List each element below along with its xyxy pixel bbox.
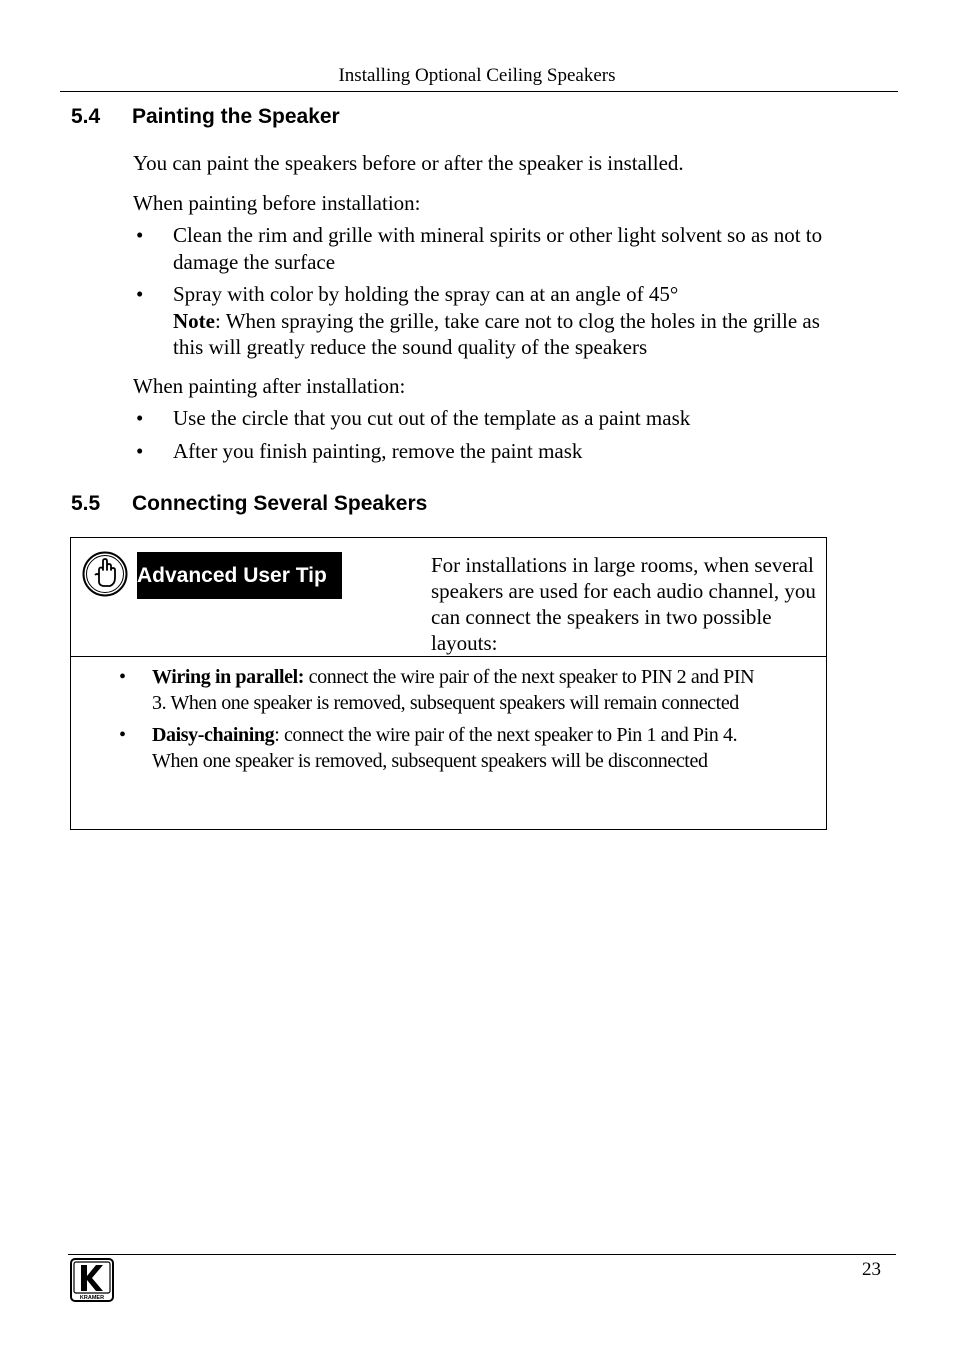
section-title: Painting the Speaker xyxy=(132,105,340,128)
list-item-text: After you finish painting, remove the paint mask xyxy=(173,438,583,463)
list-item xyxy=(119,664,759,716)
list-item-bold: Wiring in parallel: xyxy=(152,666,305,688)
advanced-user-tip-box xyxy=(70,537,827,830)
footer-rule xyxy=(68,1254,896,1255)
list-item-text: Use the circle that you cut out of the template as a paint mask xyxy=(173,406,691,430)
list-item xyxy=(133,405,833,432)
note-label: Note xyxy=(173,308,215,333)
paragraph-after-label: When painting after installation: xyxy=(133,374,406,398)
list-item-text: Clean the rim and grille with mineral spirits or other light solvent so as not to damage the surface xyxy=(173,223,823,274)
section-title: Connecting Several Speakers xyxy=(132,492,428,515)
paragraph-intro: You can paint the speakers before or after the speaker is installed. xyxy=(133,151,684,175)
section-heading-5-5 xyxy=(71,491,427,517)
paragraph-before-label: When painting before installation: xyxy=(133,191,421,215)
bullet-icon: • xyxy=(119,724,126,746)
bullet-list-after xyxy=(133,405,833,470)
hand-pointing-icon xyxy=(82,551,128,597)
bullet-icon: • xyxy=(136,282,144,306)
tip-label: Advanced User Tip xyxy=(137,552,342,599)
bullet-icon: • xyxy=(136,223,144,247)
list-item xyxy=(119,722,759,774)
list-item-text: : connect the wire pair of the next speaker to Pin 1 and Pin 4. When one speaker is removed, subsequent speakers will be disconnected xyxy=(152,724,738,772)
section-heading-5-4 xyxy=(71,104,340,130)
tip-text: For installations in large rooms, when several speakers are used for each audio channel, you can connect the speakers in two possible layouts: xyxy=(431,553,816,655)
logo-text: KRAMER xyxy=(79,1295,105,1301)
running-header: Installing Optional Ceiling Speakers xyxy=(338,65,616,86)
list-item xyxy=(133,222,833,275)
tip-bullet-list xyxy=(119,664,759,780)
bullet-icon: • xyxy=(136,438,144,463)
kramer-logo-icon xyxy=(70,1258,114,1302)
list-item xyxy=(133,281,833,361)
bullet-icon: • xyxy=(119,666,126,688)
tip-divider xyxy=(71,656,826,657)
section-number: 5.4 xyxy=(71,105,101,128)
list-item-text: Spray with color by holding the spray can at an angle of 45° xyxy=(173,282,679,306)
bullet-icon: • xyxy=(136,406,144,430)
page-number: 23 xyxy=(862,1259,881,1280)
list-item xyxy=(133,438,833,465)
header-rule xyxy=(60,91,898,92)
bullet-list-before xyxy=(133,222,833,367)
note-text: : When spraying the grille, take care not to clog the holes in the grille as this will greatly reduce the sound quality of the speakers xyxy=(173,308,820,359)
list-item-bold: Daisy-chaining xyxy=(152,724,275,746)
section-number: 5.5 xyxy=(71,492,101,515)
list-item-text: connect the wire pair of the next speaker to PIN 2 and PIN 3. When one speaker is removed, subsequent speakers will remain connected xyxy=(152,666,755,714)
